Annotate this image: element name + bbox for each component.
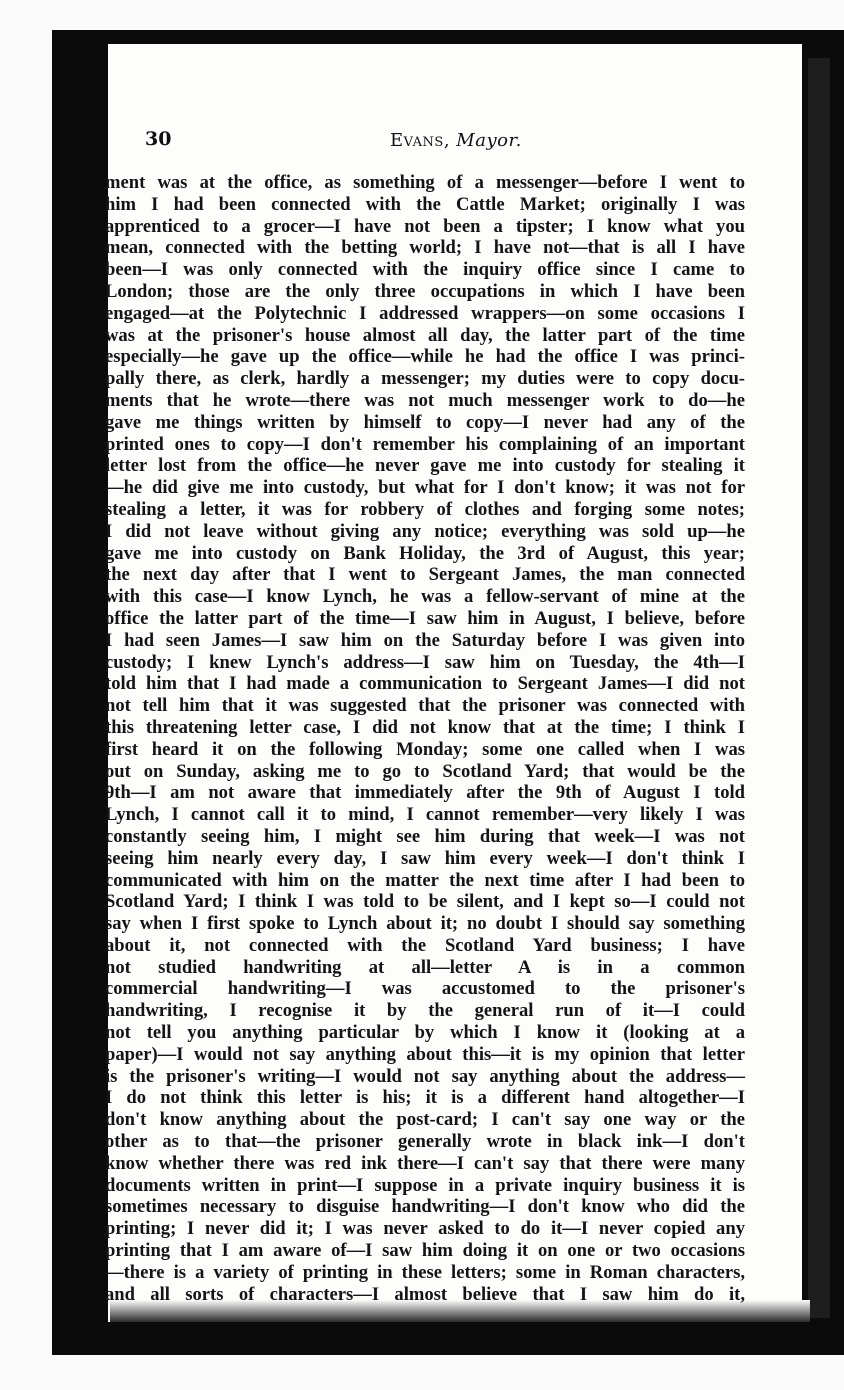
text-line: documents written in print—I suppose in a private inquiry business it is xyxy=(105,1174,745,1196)
text-line: stealing a letter, it was for robbery of clothes and forging some notes; xyxy=(105,498,745,520)
text-line: paper)—I would not say anything about this—it is my opinion that letter xyxy=(105,1043,745,1065)
text-line: printed ones to copy—I don't remember his complaining of an important xyxy=(105,433,745,455)
text-line: out on Sunday, asking me to go to Scotland Yard; that would be the xyxy=(105,760,745,782)
text-line: and all sorts of characters—I almost believe that I saw him do it, xyxy=(105,1283,745,1305)
text-line: —he did give me into custody, but what for I don't know; it was not for xyxy=(105,477,745,499)
text-line: not tell you anything particular by which I know it (looking at a xyxy=(105,1022,745,1044)
text-line: I had seen James—I saw him on the Saturday before I was given into xyxy=(105,629,745,651)
text-line: printing; I never did it; I was never asked to do it—I never copied any xyxy=(105,1218,745,1240)
text-line: especially—he gave up the office—while he had the office I was princi- xyxy=(105,346,745,368)
text-line: don't know anything about the post-card; I can't say one way or the xyxy=(105,1109,745,1131)
text-line: about it, not connected with the Scotland Yard business; I have xyxy=(105,934,745,956)
text-line: constantly seeing him, I might see him during that week—I was not xyxy=(105,825,745,847)
text-line: not tell him that it was suggested that the prisoner was connected with xyxy=(105,695,745,717)
text-line: office the latter part of the time—I saw him in August, I believe, before xyxy=(105,607,745,629)
page-header xyxy=(145,128,765,158)
text-line: 9th—I am not aware that immediately after the 9th of August I told xyxy=(105,782,745,804)
text-line: know whether there was red ink there—I can't say that there were many xyxy=(105,1152,745,1174)
text-line: is the prisoner's writing—I would not say anything about the address— xyxy=(105,1065,745,1087)
text-line: Scotland Yard; I think I was told to be silent, and I kept so—I could not xyxy=(105,891,745,913)
page-stack-edge xyxy=(808,58,830,1318)
page-number: 30 xyxy=(145,128,172,150)
text-line: the next day after that I went to Sergeant James, the man connected xyxy=(105,564,745,586)
text-line: printing that I am aware of—I saw him doing it on one or two occasions xyxy=(105,1240,745,1262)
text-line: sometimes necessary to disguise handwriting—I don't know who did the xyxy=(105,1196,745,1218)
text-line: first heard it on the following Monday; some one called when I was xyxy=(105,738,745,760)
text-line: I do not think this letter is his; it is a different hand altogether—I xyxy=(105,1087,745,1109)
text-line: gave me into custody on Bank Holiday, the 3rd of August, this year; xyxy=(105,542,745,564)
text-line: —there is a variety of printing in these letters; some in Roman characters, xyxy=(105,1261,745,1283)
text-line: handwriting, I recognise it by the general run of it—I could xyxy=(105,1000,745,1022)
body-text xyxy=(105,172,745,1305)
running-title-name: Evans, xyxy=(390,130,451,151)
text-line: other as to that—the prisoner generally wrote in black ink—I don't xyxy=(105,1131,745,1153)
text-line: London; those are the only three occupations in which I have been xyxy=(105,280,745,302)
text-line: Lynch, I cannot call it to mind, I cannot remember—very likely I was xyxy=(105,804,745,826)
text-line: told him that I had made a communication to Sergeant James—I did not xyxy=(105,673,745,695)
text-line: communicated with him on the matter the next time after I had been to xyxy=(105,869,745,891)
running-title xyxy=(390,130,522,151)
text-line: apprenticed to a grocer—I have not been a tipster; I know what you xyxy=(105,215,745,237)
text-line: I did not leave without giving any notice; everything was sold up—he xyxy=(105,520,745,542)
text-line: mean, connected with the betting world; I have not—that is all I have xyxy=(105,237,745,259)
text-line: ment was at the office, as something of a messenger—before I went to xyxy=(105,172,745,193)
text-line: custody; I knew Lynch's address—I saw him on Tuesday, the 4th—I xyxy=(105,651,745,673)
text-line: ments that he wrote—there was not much messenger work to do—he xyxy=(105,389,745,411)
text-line: pally there, as clerk, hardly a messenger; my duties were to copy docu- xyxy=(105,368,745,390)
text-line: with this case—I know Lynch, he was a fellow-servant of mine at the xyxy=(105,586,745,608)
text-line: this threatening letter case, I did not know that at the time; I think I xyxy=(105,716,745,738)
text-line: him I had been connected with the Cattle Market; originally I was xyxy=(105,193,745,215)
text-line: been—I was only connected with the inquiry office since I came to xyxy=(105,259,745,281)
text-line: engaged—at the Polytechnic I addressed wrappers—on some occasions I xyxy=(105,302,745,324)
text-line: letter lost from the office—he never gave me into custody for stealing it xyxy=(105,455,745,477)
text-line: gave me things written by himself to copy—I never had any of the xyxy=(105,411,745,433)
text-line: say when I first spoke to Lynch about it; no doubt I should say something xyxy=(105,913,745,935)
text-line: seeing him nearly every day, I saw him every week—I don't think I xyxy=(105,847,745,869)
text-line: was at the prisoner's house almost all day, the latter part of the time xyxy=(105,324,745,346)
running-title-role: Mayor. xyxy=(456,130,522,151)
text-line: not studied handwriting at all—letter A is in a common xyxy=(105,956,745,978)
text-line: commercial handwriting—I was accustomed to the prisoner's xyxy=(105,978,745,1000)
